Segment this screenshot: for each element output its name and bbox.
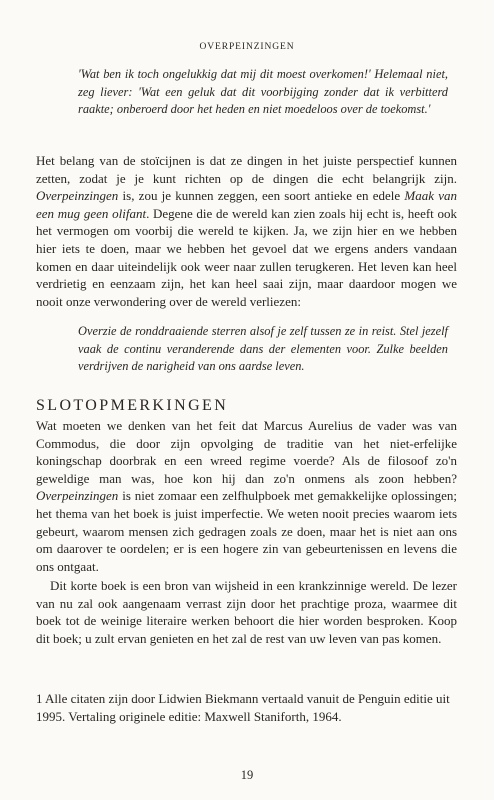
- running-head: OVERPEINZINGEN: [199, 42, 295, 52]
- body-paragraph-3: Dit korte boek is een bron van wijsheid in een krankzinnige wereld. De lezer van nu zal ook aangenaam verrast zijn door het prachtige proza, waarmee dit boek tot de weinige literaire werken behoort die hier worden besproken. Koop dit boek; u zult ervan genieten en het zal de rest van uw leven van pas komen.: [36, 578, 457, 646]
- section-heading: SLOTOPMERKINGEN: [36, 397, 229, 414]
- body-paragraph-1: [36, 152, 457, 310]
- paragraph-1-text-c: . Degene die de wereld kan zien zoals hij echt is, heeft ook het vermogen om voorbij die wereld te kijken. Ja, we zijn hier en we hebben hier iets te doen, maar we hebben het gevoel dat we ergens anders vandaan komen en daar uiteindelijk ook weer naar zullen terugkeren. Het leven kan heel verdrietig en eenzaam zijn, het kan heel saai zijn, maar daardoor mogen we nooit onze verwondering over de wereld verliezen:: [36, 205, 457, 309]
- paragraph-1-text-a: Het belang van de stoïcijnen is dat ze dingen in het juiste perspectief kunnen zetten, zodat je je kunt richten op de dingen die echt belangrijk zijn.: [36, 153, 457, 186]
- book-title-italic: Overpeinzingen: [36, 188, 119, 204]
- block-quote-2: Overzie de ronddraaiende sterren alsof je zelf tussen ze in reist. Stel jezelf vaak de continu veranderende dans der elementen voor. Zulke beelden verdrijven de narigheid van ons aardse leven.: [78, 324, 448, 374]
- footnote: 1 Alle citaten zijn door Lidwien Biekmann vertaald vanuit de Penguin editie uit 1995. Vertaling originele editie: Maxwell Staniforth, 1964.: [36, 691, 450, 724]
- book-title-italic: Overpeinzingen: [36, 488, 119, 504]
- block-quote-1: 'Wat ben ik toch ongelukkig dat mij dit moest overkomen!' Helemaal niet, zeg liever: 'Wat een geluk dat dit voorbijging zonder dat ik verbitterd raakte; onberoerd door het heden en niet moedeloos over de toekomst.': [78, 67, 448, 117]
- page-number: 19: [240, 768, 254, 782]
- paragraph-2-text-b: is niet zomaar een zelfhulpboek met gemakkelijke oplossingen; het thema van het boek is juist imperfectie. We weten nooit precies waarom iets gebeurt, waarom mensen zich gedragen zoals ze doen, maar het is niet aan ons om daarover te oordelen; er is een hogere zin van gebeurtenissen en levens die ons ontgaat.: [36, 488, 457, 574]
- book-title-italic: Maak van een mug geen olifant: [36, 188, 457, 221]
- paragraph-2-text-a: Wat moeten we denken van het feit dat Marcus Aurelius de vader was van Commodus, die door zijn opvolging de traditie van het niet-erfelijke koningschap doorbrak en een wreed regime voerde? Als de filosoof zo'n geweldige man was, hoe kon hij dan zo'n onmens als zoon hebben?: [36, 418, 457, 486]
- paragraph-1-text-b: is, zou je kunnen zeggen, een soort antieke en edele: [118, 188, 405, 204]
- body-paragraph-2: [36, 417, 457, 575]
